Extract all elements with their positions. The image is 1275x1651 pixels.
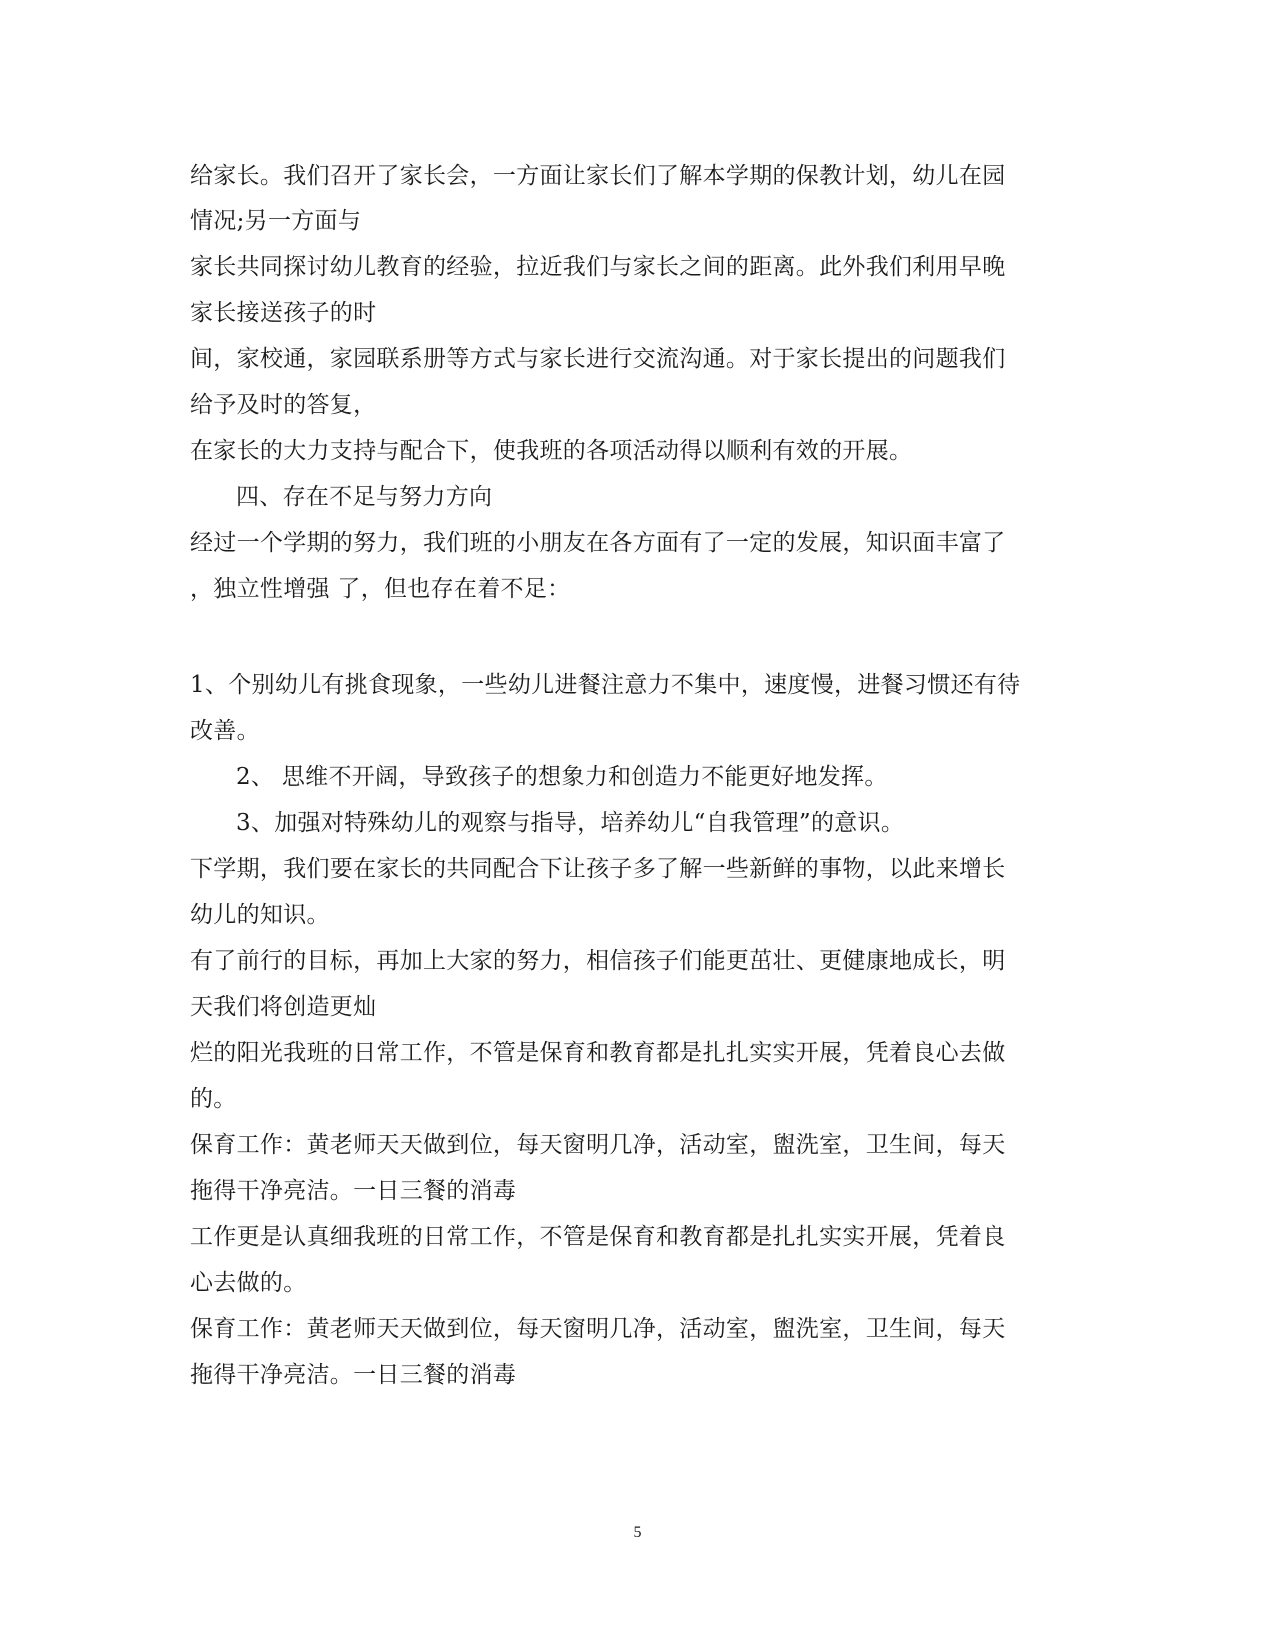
body-text-line: 保育工作：黄老师天天做到位，每天窗明几净，活动室，盥洗室，卫生间，每天: [190, 1132, 1006, 1158]
body-text-line: 心去做的。: [190, 1270, 307, 1296]
body-text-line: 幼儿的知识。: [190, 902, 330, 928]
body-text-line: ，独立性增强 了，但也存在着不足：: [190, 576, 571, 602]
body-text-line: 拖得干净亮洁。一日三餐的消毒: [190, 1178, 517, 1204]
body-text-line: 给家长。我们召开了家长会，一方面让家长们了解本学期的保教计划，幼儿在园: [190, 163, 1006, 189]
body-text-line: 的。: [190, 1086, 237, 1112]
body-text-line: 经过一个学期的努力，我们班的小朋友在各方面有了一定的发展，知识面丰富了: [190, 530, 1006, 556]
body-text-line: 保育工作：黄老师天天做到位，每天窗明几净，活动室，盥洗室，卫生间，每天: [190, 1316, 1006, 1342]
list-item-line: 改善。: [190, 718, 260, 744]
body-text-line: 家长接送孩子的时: [190, 300, 377, 326]
body-text-line: 天我们将创造更灿: [190, 994, 377, 1020]
body-text-line: 烂的阳光我班的日常工作，不管是保育和教育都是扎扎实实开展，凭着良心去做: [190, 1040, 1006, 1066]
body-text-line: 有了前行的目标，再加上大家的努力，相信孩子们能更茁壮、更健康地成长，明: [190, 948, 1006, 974]
body-text-line: 间，家校通，家园联系册等方式与家长进行交流沟通。对于家长提出的问题我们: [190, 346, 1006, 372]
list-item-line: 1、个别幼儿有挑食现象，一些幼儿进餐注意力不集中，速度慢，进餐习惯还有待: [190, 672, 1021, 698]
section-heading: 四、存在不足与努力方向: [236, 484, 493, 510]
body-text-line: 在家长的大力支持与配合下，使我班的各项活动得以顺利有效的开展。: [190, 438, 913, 464]
body-text-line: 家长共同探讨幼儿教育的经验，拉近我们与家长之间的距离。此外我们利用早晚: [190, 254, 1006, 280]
body-text-line: 拖得干净亮洁。一日三餐的消毒: [190, 1362, 517, 1388]
page-number: 5: [633, 1524, 642, 1541]
body-text-line: 工作更是认真细我班的日常工作，不管是保育和教育都是扎扎实实开展，凭着良: [190, 1224, 1006, 1250]
body-text-line: 情况;另一方面与: [190, 208, 362, 234]
body-text-line: 下学期，我们要在家长的共同配合下让孩子多了解一些新鲜的事物，以此来增长: [190, 856, 1006, 882]
list-item-line: 2、 思维不开阔，导致孩子的想象力和创造力不能更好地发挥。: [236, 764, 888, 790]
list-item-line: 3、加强对特殊幼儿的观察与指导，培养幼儿“自我管理”的意识。: [236, 810, 905, 836]
body-text-line: 给予及时的答复，: [190, 392, 377, 418]
